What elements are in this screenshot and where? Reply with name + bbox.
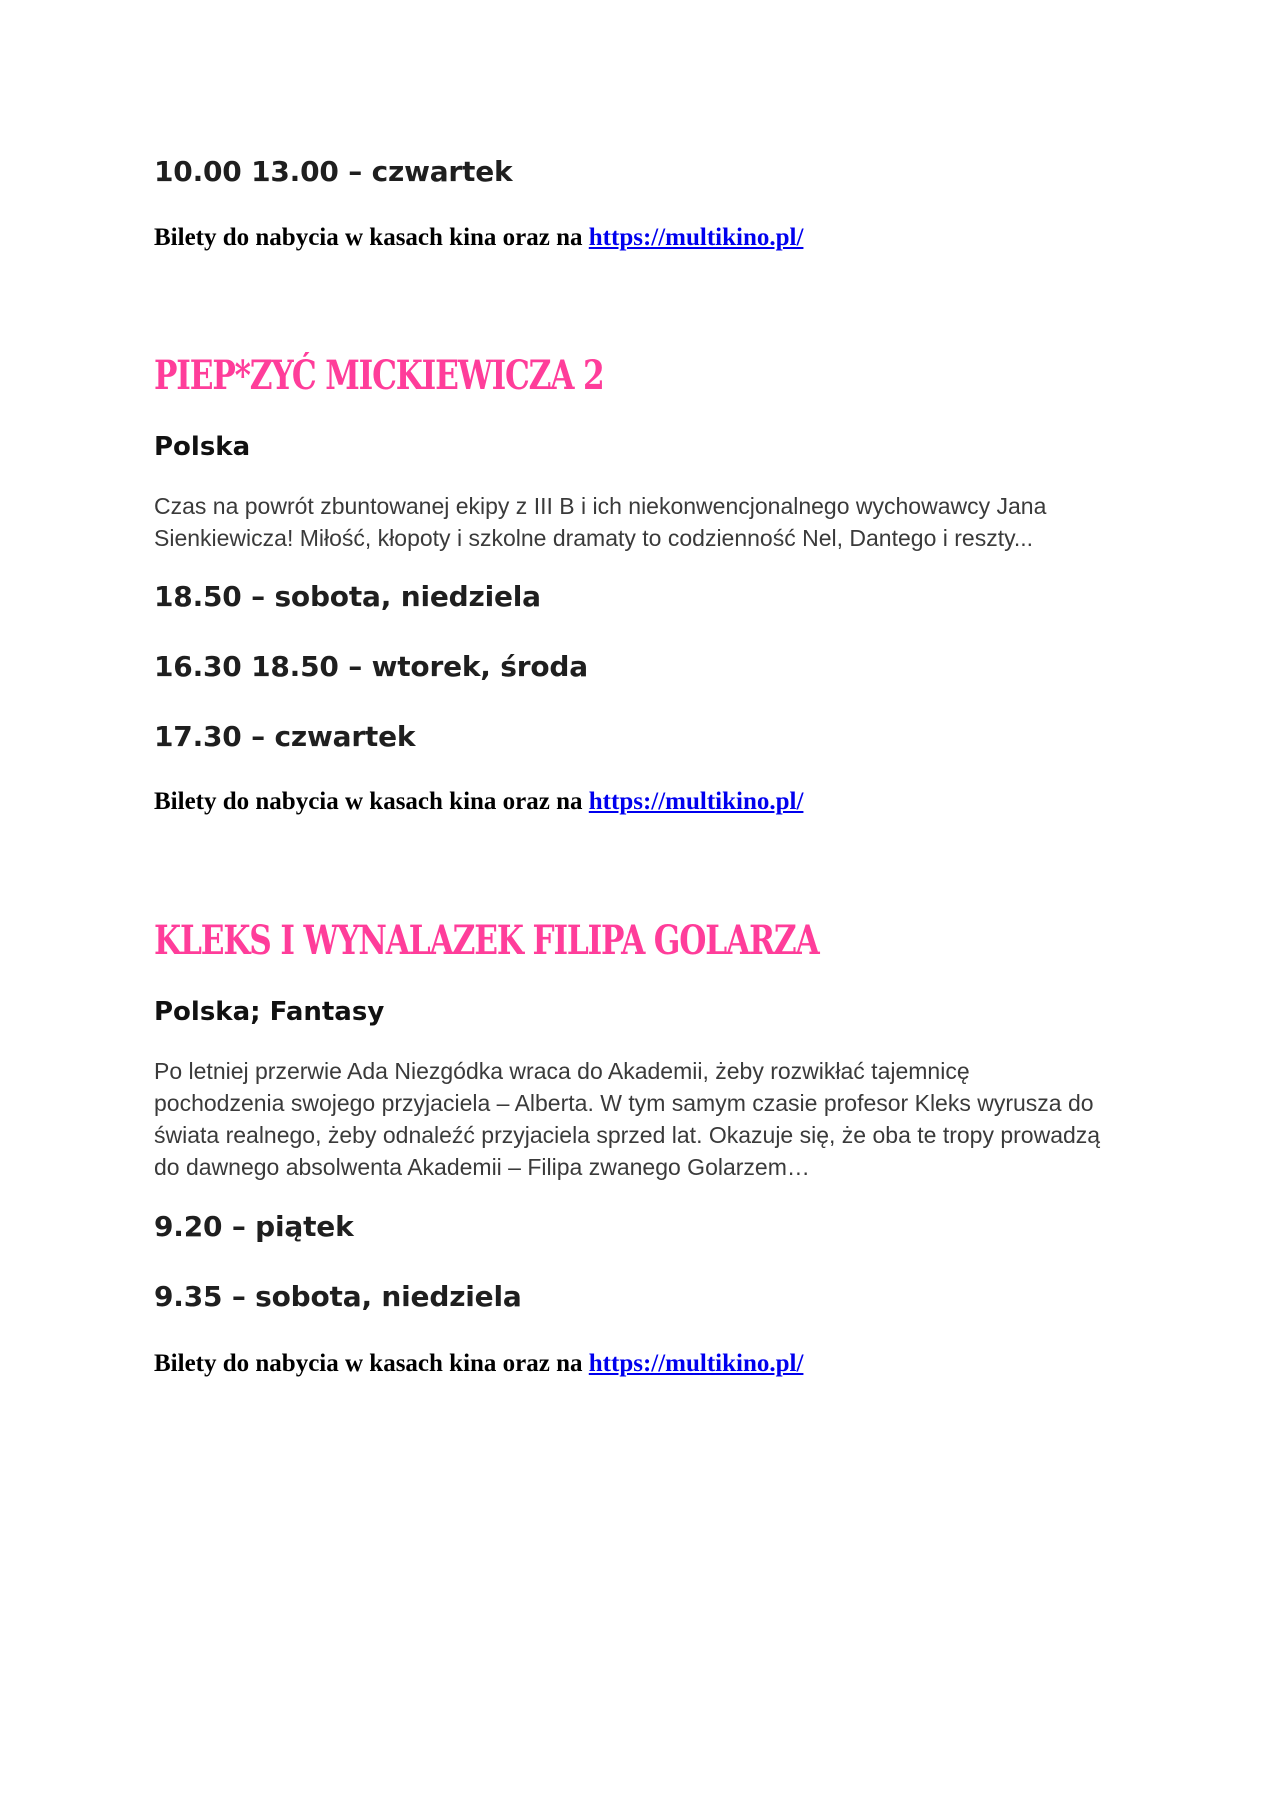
film-title: PIEP*ZYĆ MICKIEWICZA 2 [154, 352, 604, 399]
showtime-line: 10.00 13.00 – czwartek [154, 155, 513, 188]
film-description [154, 490, 1154, 554]
tickets-link[interactable]: https://multikino.pl/ [588, 1350, 804, 1377]
description-line: świata realnego, żeby odnaleźć przyjaciela sprzed lat. Okazuje się, że oba te tropy prowadzą [154, 1122, 1101, 1148]
showtime-line: 9.35 – sobota, niedziela [154, 1280, 522, 1313]
film-title: KLEKS I WYNALAZEK FILIPA GOLARZA [154, 917, 819, 964]
tickets-text: Bilety do nabycia w kasach kina oraz na [154, 224, 589, 251]
tickets-link[interactable]: https://multikino.pl/ [588, 224, 804, 251]
description-line: Sienkiewicza! Miłość, kłopoty i szkolne dramaty to codzienność Nel, Dantego i reszty... [154, 525, 1034, 551]
showtime-line: 18.50 – sobota, niedziela [154, 580, 541, 613]
tickets-line [154, 788, 803, 816]
tickets-text: Bilety do nabycia w kasach kina oraz na [154, 788, 589, 815]
showtime-line: 16.30 18.50 – wtorek, środa [154, 650, 588, 683]
tickets-link[interactable]: https://multikino.pl/ [588, 788, 804, 815]
tickets-text: Bilety do nabycia w kasach kina oraz na [154, 1350, 589, 1377]
film-description [154, 1055, 1154, 1183]
tickets-line [154, 1350, 803, 1378]
description-line: do dawnego absolwenta Akademii – Filipa zwanego Golarzem… [154, 1154, 810, 1180]
film-genre: Polska; Fantasy [154, 997, 385, 1027]
description-line: pochodzenia swojego przyjaciela – Alberta. W tym samym czasie profesor Kleks wyrusza do [154, 1090, 1094, 1116]
film-genre: Polska [154, 432, 251, 462]
showtime-line: 17.30 – czwartek [154, 720, 416, 753]
description-line: Czas na powrót zbuntowanej ekipy z III B i ich niekonwencjonalnego wychowawcy Jana [154, 493, 1047, 519]
description-line: Po letniej przerwie Ada Niezgódka wraca do Akademii, żeby rozwikłać tajemnicę [154, 1058, 970, 1084]
tickets-line [154, 224, 803, 252]
showtime-line: 9.20 – piątek [154, 1210, 354, 1243]
